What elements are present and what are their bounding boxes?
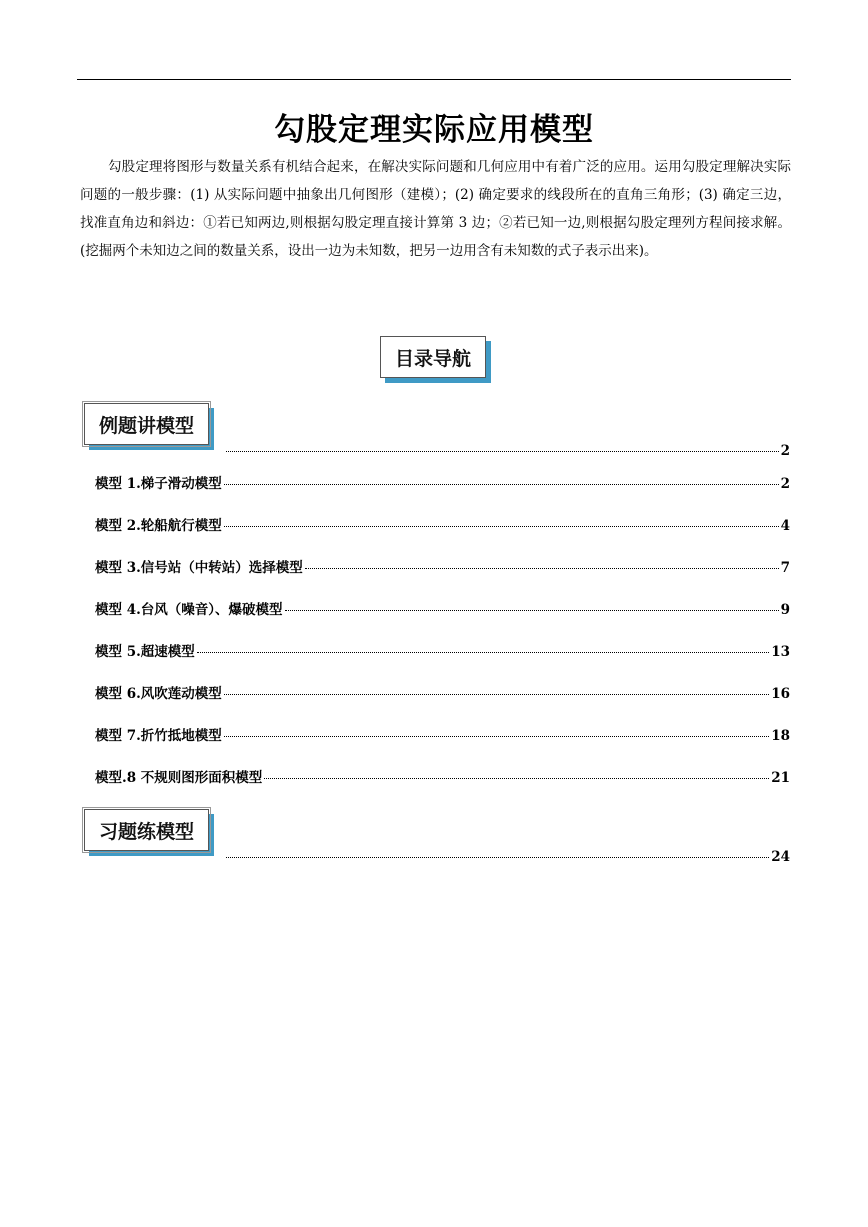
header-rule [77,79,791,80]
toc-leader-dots [285,610,779,611]
toc-label: 模型 4.台风（噪音）、爆破模型 [95,602,283,618]
toc-leader-dots [226,451,779,452]
toc-leader-dots [197,652,769,653]
toc-entry-model-5[interactable] [95,640,790,658]
toc-leader-dots [226,857,769,858]
toc-page-number: 24 [771,849,790,865]
toc-leader-dots [224,736,769,737]
toc-leader-dots [224,526,779,527]
toc-page-number: 13 [771,644,790,660]
toc-label: 模型 3.信号站（中转站）选择模型 [95,560,303,576]
section-practice-heading: 习题练模型 [84,809,209,851]
toc-page-number: 16 [771,686,790,702]
toc-nav-heading: 目录导航 [380,336,486,378]
toc-page-number: 2 [780,443,790,459]
toc-page-number: 18 [771,728,790,744]
toc-entry-model-8[interactable] [95,766,790,784]
toc-page-number: 7 [780,560,790,576]
toc-label: 模型 5.超速模型 [95,644,195,660]
toc-label: 模型 6.风吹莲动模型 [95,686,222,702]
toc-entry-model-3[interactable] [95,556,790,574]
toc-entry-model-7[interactable] [95,724,790,742]
toc-entry-examples[interactable] [224,443,790,461]
toc-entry-model-1[interactable] [95,472,790,490]
toc-page-number: 21 [771,770,790,786]
toc-page-number: 2 [780,476,790,492]
toc-leader-dots [224,694,769,695]
toc-entry-practice[interactable] [224,849,790,867]
intro-paragraph: 勾股定理将图形与数量关系有机结合起来，在解决实际问题和几何应用中有着广泛的应用。运用勾股定理解决实际问题的一般步骤：(1) 从实际问题中抽象出几何图形（建模）；(2) 确定要求的线段所在的直角三角形；(3) 确定三边，找准直角边和斜边：①若已知两边,则根据勾股定理直接计算第 3 边；②若已知一边,则根据勾股定理列方程间接求解。(挖掘两个未知边之间的数量关系，设出一边为未知数，把另一边用含有未知数的式子表示出来)。 [80,159,791,259]
toc-entry-model-2[interactable] [95,514,790,532]
toc-page-number: 9 [780,602,790,618]
toc-leader-dots [224,484,779,485]
toc-label: 模型 1.梯子滑动模型 [95,476,222,492]
toc-entry-model-4[interactable] [95,598,790,616]
toc-label: 模型 2.轮船航行模型 [95,518,222,534]
toc-page-number: 4 [780,518,790,534]
toc-leader-dots [264,778,769,779]
page-title: 勾股定理实际应用模型 [274,112,594,148]
section-examples-heading: 例题讲模型 [84,403,209,445]
toc-label: 模型.8 不规则图形面积模型 [95,770,263,786]
toc-leader-dots [305,568,779,569]
toc-entry-model-6[interactable] [95,682,790,700]
toc-label: 模型 7.折竹抵地模型 [95,728,222,744]
